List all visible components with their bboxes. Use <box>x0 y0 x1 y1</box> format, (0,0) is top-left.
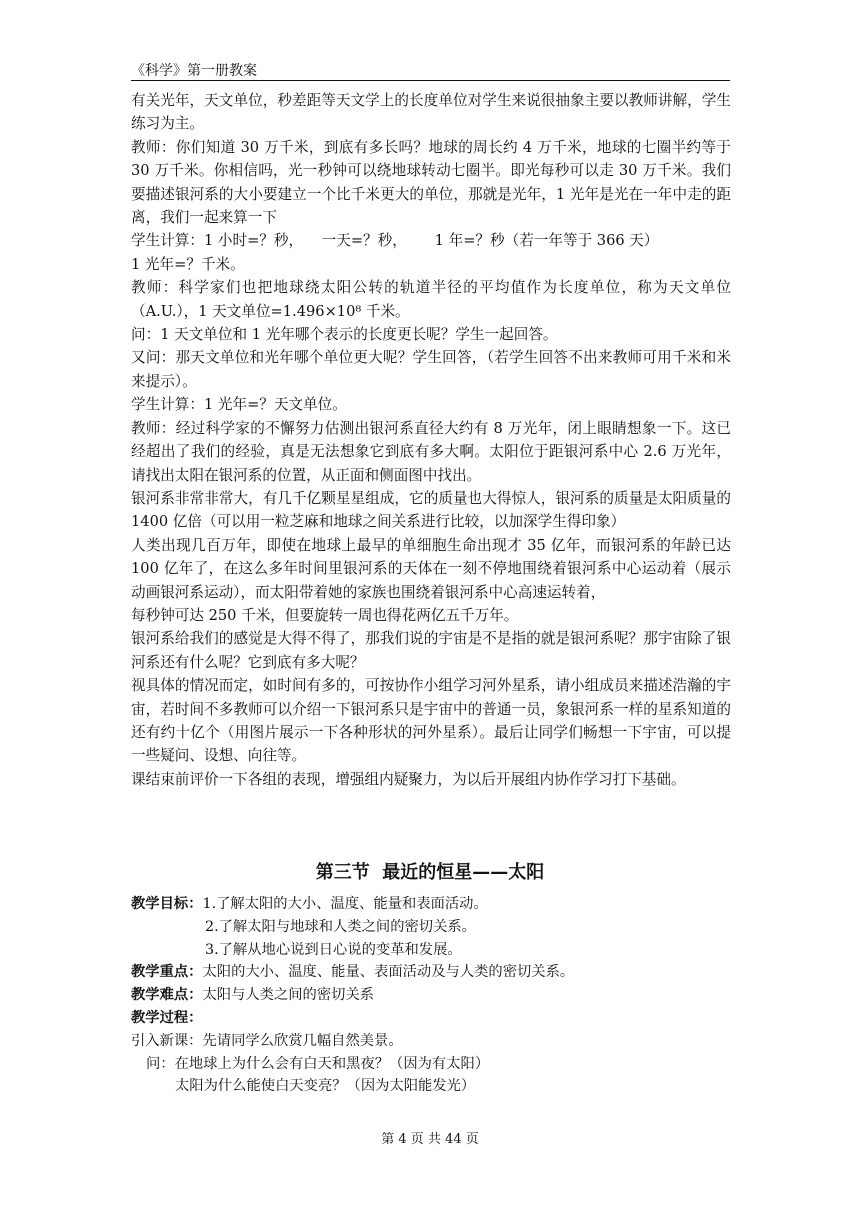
difficulty-text: 太阳与人类之间的密切关系 <box>202 987 375 1004</box>
body-text <box>131 89 731 791</box>
paragraph: 课结束前评价一下各组的表现，增强组内疑聚力，为以后开展组内协作学习打下基础。 <box>131 770 686 788</box>
goal-item: 1.了解太阳的大小、温度、能量和表面活动。 <box>202 896 488 912</box>
question-text: 太阳为什么能使白天变亮？（因为太阳能发光） <box>175 1078 476 1095</box>
paragraph: 每秒钟可达 250 千米，但要旋转一周也得花两亿五千万年。 <box>131 606 519 624</box>
paragraph: 银河系给我们的感觉是大得不得了，那我们说的宇宙是不是指的就是银河系呢？那宇宙除了银河系还有什么呢？它到底有多大呢？ <box>131 630 731 671</box>
teaching-difficulties <box>131 984 731 1007</box>
paragraph: 视具体的情况而定，如时间有多的，可按协作小组学习河外星系，请小组成员来描述浩瀚的宇宙，若时间不多教师可以介绍一下银河系只是宇宙中的普通一员，象银河系一样的星系知道的还有约十亿个（用图片展示一下各种形状的河外星系）。最后让同学们畅想一下宇宙，可以提一些疑问、设想、向往等。 <box>131 677 731 765</box>
paragraph: 问：1 天文单位和 1 光年哪个表示的长度更长呢？学生一起回答。 <box>131 326 558 344</box>
header-rule <box>131 80 730 81</box>
teaching-process <box>131 1007 731 1030</box>
goal-item: 3.了解从地心说到日心说的变革和发展。 <box>205 941 462 958</box>
paragraph: 教师：科学家们也把地球绕太阳公转的轨道半径的平均值作为长度单位，称为天文单位（A.U.），1 天文单位=1.496×10⁸ 千米。 <box>131 279 731 320</box>
goals-label: 教学目标： <box>131 896 203 912</box>
paragraph: 教师：你们知道 30 万千米，到底有多长吗？地球的周长约 4 万千米，地球的七圈半约等于 30 万千米。你相信吗，光一秒钟可以绕地球转动七圈半。即光每秒可以走 30 万千米。我们要描述银河系的大小要建立一个比千米更大的单位，那就是光年，1 光年是光在一年中走的距离，我们一起来算一下 <box>131 138 731 227</box>
key-text: 太阳的大小、温度、能量、表面活动及与人类的密切关系。 <box>202 964 575 981</box>
paragraph: 人类出现几百万年，即使在地球上最早的单细胞生命出现才 35 亿年，而银河系的年龄已达 100 亿年了，在这么多年时间里银河系的天体在一刻不停地围绕着银河系中心运动着（展示动画银河系运动），而太阳带着她的家族也围绕着银河系中心高速运转着， <box>131 536 731 601</box>
paragraph: 学生计算：1 光年=？天文单位。 <box>131 396 347 414</box>
paragraph: 1 光年=？千米。 <box>131 255 245 273</box>
page-number: 第 4 页 共 44 页 <box>381 1132 479 1147</box>
paragraph: 又问：那天文单位和光年哪个单位更大呢？学生回答，（若学生回答不出来教师可用千米和米来提示）。 <box>131 349 731 390</box>
process-label: 教学过程： <box>131 1009 203 1026</box>
running-header: 《科学》第一册教案 <box>131 63 257 79</box>
section-title: 第三节 最近的恒星——太阳 <box>315 862 545 883</box>
question-text: 问：在地球上为什么会有白天和黑夜？（因为有太阳） <box>146 1055 490 1072</box>
paragraph: 学生计算：1 小时=？秒， 一天=？秒， 1 年=？秒（若一年等于 366 天） <box>131 232 659 250</box>
paragraph: 有关光年，天文单位，秒差距等天文学上的长度单位对学生来说很抽象主要以教师讲解，学生练习为主。 <box>131 92 731 133</box>
teaching-key-points <box>131 961 731 984</box>
difficulty-label: 教学难点： <box>131 987 203 1004</box>
goal-item: 2.了解太阳与地球和人类之间的密切关系。 <box>205 918 476 935</box>
teaching-goals <box>131 893 731 916</box>
paragraph: 银河系非常非常大，有几千亿颗星星组成，它的质量也大得惊人，银河系的质量是太阳质量的 1400 亿倍（可以用一粒芝麻和地球之间关系进行比较，以加深学生得印象） <box>131 489 731 531</box>
lesson-plan <box>131 893 731 1098</box>
intro-text: 引入新课：先请同学么欣赏几幅自然美景。 <box>131 1032 403 1049</box>
paragraph: 教师：经过科学家的不懈努力估测出银河系直径大约有 8 万光年，闭上眼睛想象一下。这已经超出了我们的经验，真是无法想象它到底有多大啊。太阳位于距银河系中心 2.6 万光年，请找出太阳在银河系的位置，从正面和侧面图中找出。 <box>131 419 731 484</box>
key-label: 教学重点： <box>131 964 203 981</box>
